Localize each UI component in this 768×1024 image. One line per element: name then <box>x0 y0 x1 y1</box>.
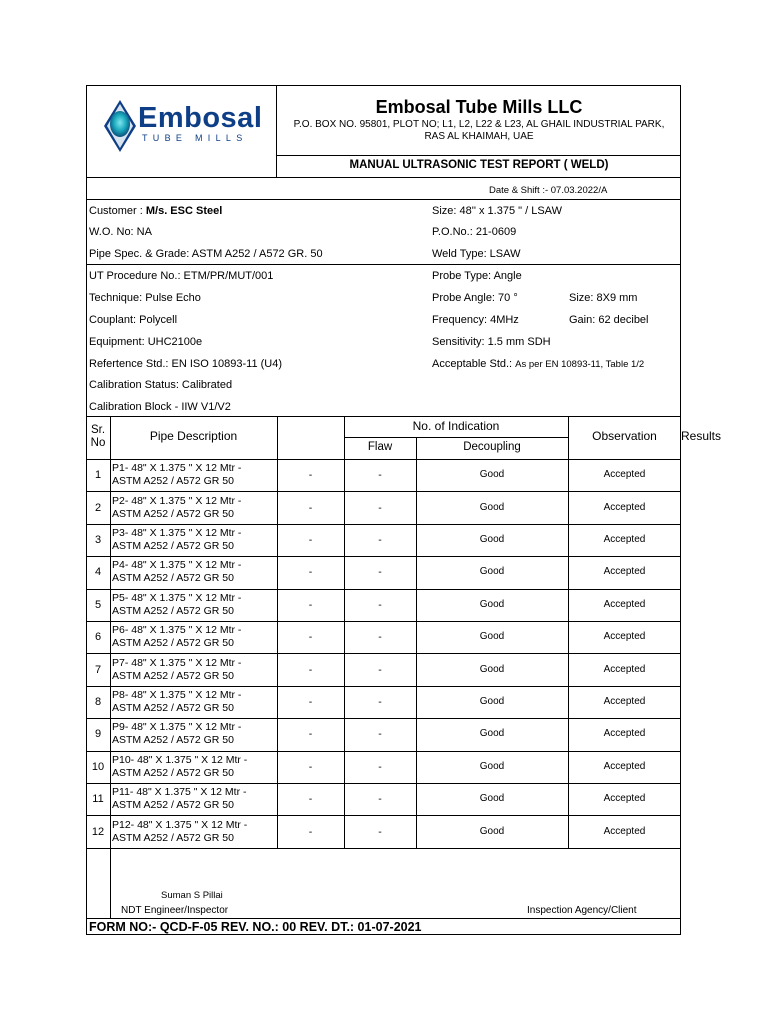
row-flaw: - <box>308 534 313 546</box>
row-sr-number: 8 <box>94 696 102 708</box>
header-sr: Sr. <box>90 424 106 436</box>
row-observation: Good <box>479 534 505 545</box>
probe-size-field: Size: 8X9 mm <box>569 292 638 304</box>
row-sr-number: 2 <box>94 501 102 514</box>
row-observation: Good <box>479 566 505 578</box>
row-result: Accepted <box>603 534 646 545</box>
row-pipe-description-line2: ASTM A252 / A572 GR 50 <box>112 604 234 617</box>
company-address-line2: RAS AL KHAIMAH, UAE <box>424 131 534 142</box>
form-number-footer: FORM NO:- QCD-F-05 REV. NO.: 00 REV. DT.: 01-07-2021 <box>89 920 422 934</box>
row-pipe-description-line1: P1- 48" X 1.375 " X 12 Mtr - <box>112 462 242 475</box>
row-result: Accepted <box>603 598 646 610</box>
row-observation: Good <box>479 760 505 772</box>
row-sr-number: 12 <box>91 825 105 838</box>
header-observation: Observation <box>592 429 657 443</box>
table-row-line <box>86 848 681 849</box>
row-flaw: - <box>308 501 313 514</box>
row-pipe-description-line1: P4- 48" X 1.375 " X 12 Mtr - <box>112 559 242 572</box>
row-sr-number: 10 <box>91 760 105 773</box>
table-row-line <box>86 589 681 590</box>
row-observation: Good <box>479 631 505 643</box>
customer-label: Customer : <box>89 205 143 217</box>
row-decoupling: - <box>378 760 382 773</box>
row-result: Accepted <box>603 501 646 513</box>
inspector-title: NDT Engineer/Inspector <box>121 905 229 916</box>
frequency-field: Frequency: 4MHz <box>432 314 519 326</box>
header-flaw: Flaw <box>367 441 393 453</box>
row-flaw: - <box>308 760 313 773</box>
row-pipe-description-line2: ASTM A252 / A572 GR 50 <box>112 831 234 844</box>
row-pipe-description-line2: ASTM A252 / A572 GR 50 <box>112 540 234 552</box>
row-decoupling: - <box>378 825 382 838</box>
row-decoupling: - <box>378 534 382 546</box>
row-pipe-description-line1: P9- 48" X 1.375 " X 12 Mtr - <box>112 721 242 734</box>
row-result: Accepted <box>603 760 646 772</box>
info-section-line <box>86 264 681 265</box>
wo-field: W.O. No: NA <box>89 226 152 238</box>
row-result: Accepted <box>603 663 646 675</box>
probe-angle-field: Probe Angle: 70 ° <box>432 292 518 304</box>
row-decoupling: - <box>378 566 382 579</box>
row-result: Accepted <box>603 825 646 837</box>
row-flaw: - <box>308 566 313 579</box>
row-pipe-description-line2: ASTM A252 / A572 GR 50 <box>112 669 234 682</box>
row-pipe-description-line2: ASTM A252 / A572 GR 50 <box>112 734 234 747</box>
row-decoupling: - <box>378 728 382 741</box>
row-pipe-description-line2: ASTM A252 / A572 GR 50 <box>112 799 234 812</box>
ut-procedure-field: UT Procedure No.: ETM/PR/MUT/001 <box>89 270 274 282</box>
row-flaw: - <box>308 728 313 741</box>
header-no-of-indication: No. of Indication <box>412 419 500 433</box>
table-row-line <box>86 556 681 557</box>
row-sr-number: 1 <box>94 469 102 482</box>
row-pipe-description-line1: P5- 48" X 1.375 " X 12 Mtr - <box>112 591 242 604</box>
row-decoupling: - <box>378 598 382 611</box>
table-row-line <box>86 621 681 622</box>
row-observation: Good <box>479 663 505 675</box>
row-pipe-description-line1: P3- 48" X 1.375 " X 12 Mtr - <box>112 527 242 539</box>
row-flaw: - <box>308 469 313 482</box>
table-header-bottom-line <box>86 459 681 460</box>
row-observation: Good <box>479 793 505 805</box>
logo-diamond-icon <box>100 96 140 156</box>
acceptable-std-value: As per EN 10893-11, Table 1/2 <box>515 359 645 370</box>
indication-sub-line <box>344 437 568 438</box>
row-flaw: - <box>308 598 313 611</box>
header-pipe-description: Pipe Description <box>149 429 238 443</box>
row-flaw: - <box>308 696 313 708</box>
row-result: Accepted <box>603 566 646 578</box>
row-pipe-description-line2: ASTM A252 / A572 GR 50 <box>112 766 234 779</box>
row-sr-number: 4 <box>94 566 102 579</box>
table-row-line <box>86 718 681 719</box>
row-flaw: - <box>308 793 313 806</box>
table-row-line <box>86 653 681 654</box>
footer-line <box>86 918 681 919</box>
table-row-line <box>86 524 681 525</box>
row-result: Accepted <box>603 696 646 707</box>
sensitivity-field: Sensitivity: 1.5 mm SDH <box>432 336 551 348</box>
row-observation: Good <box>479 501 505 513</box>
row-flaw: - <box>308 663 313 676</box>
row-result: Accepted <box>603 631 646 643</box>
company-name: Embosal Tube Mills LLC <box>375 97 583 117</box>
equipment-field: Equipment: UHC2100e <box>89 336 203 348</box>
title-top-line <box>276 155 681 156</box>
acceptable-std-field <box>432 358 644 371</box>
couplant-field: Couplant: Polycell <box>89 314 178 326</box>
table-row-line <box>86 751 681 752</box>
company-address-line1: P.O. BOX NO. 95801, PLOT NO; L1, L2, L22 & L23, AL GHAIL INDUSTRIAL PARK, <box>293 119 665 130</box>
row-pipe-description-line2: ASTM A252 / A572 GR 50 <box>112 702 234 714</box>
row-sr-number: 6 <box>94 631 102 644</box>
row-pipe-description-line2: ASTM A252 / A572 GR 50 <box>112 572 234 585</box>
row-result: Accepted <box>603 728 646 740</box>
row-observation: Good <box>479 598 505 610</box>
row-observation: Good <box>479 469 505 481</box>
row-decoupling: - <box>378 663 382 676</box>
inspection-agency: Inspection Agency/Client <box>527 905 637 916</box>
row-decoupling: - <box>378 469 382 482</box>
row-pipe-description-line2: ASTM A252 / A572 GR 50 <box>112 507 234 520</box>
table-row-line <box>86 491 681 492</box>
calibration-block-field: Calibration Block - IIW V1/V2 <box>89 401 231 413</box>
row-observation: Good <box>479 696 505 707</box>
row-pipe-description-line1: P7- 48" X 1.375 " X 12 Mtr - <box>112 656 242 669</box>
row-pipe-description-line1: P2- 48" X 1.375 " X 12 Mtr - <box>112 494 242 507</box>
row-decoupling: - <box>378 793 382 806</box>
row-sr-number: 5 <box>94 598 102 611</box>
row-sr-number: 11 <box>92 793 104 806</box>
row-decoupling: - <box>378 631 382 644</box>
row-observation: Good <box>479 825 505 837</box>
size-field: Size: 48'' x 1.375 " / LSAW <box>432 205 562 217</box>
date-bottom-line <box>86 199 681 200</box>
customer-value: M/s. ESC Steel <box>145 205 223 217</box>
row-observation: Good <box>479 728 505 740</box>
row-result: Accepted <box>603 793 646 805</box>
row-pipe-description-line1: P12- 48" X 1.375 " X 12 Mtr - <box>112 818 248 831</box>
row-decoupling: - <box>378 501 382 514</box>
acceptable-std-label: Acceptable Std.: <box>432 358 513 370</box>
row-pipe-description-line1: P6- 48" X 1.375 " X 12 Mtr - <box>112 624 242 637</box>
table-column-line <box>110 416 111 848</box>
po-field: P.O.No.: 21-0609 <box>432 226 517 238</box>
table-row-line <box>86 686 681 687</box>
row-flaw: - <box>308 825 313 838</box>
report-title: MANUAL ULTRASONIC TEST REPORT ( WELD) <box>349 159 609 171</box>
logo-wordmark: Embosal <box>138 102 263 134</box>
header-no: No <box>90 437 106 449</box>
row-pipe-description-line2: ASTM A252 / A572 GR 50 <box>112 637 234 650</box>
row-pipe-description-line1: P8- 48" X 1.375 " X 12 Mtr - <box>112 689 242 701</box>
row-sr-number: 9 <box>94 728 102 741</box>
row-sr-number: 7 <box>94 663 102 676</box>
table-row-line <box>86 815 681 816</box>
title-bottom-line <box>86 177 681 178</box>
header-decoupling: Decoupling <box>463 441 521 453</box>
row-sr-number: 3 <box>94 534 102 546</box>
row-result: Accepted <box>603 469 646 481</box>
row-pipe-description-line1: P11- 48" X 1.375 " X 12 Mtr - <box>112 786 247 799</box>
calibration-status-field: Calibration Status: Calibrated <box>89 379 233 391</box>
reference-std-field: Refertence Std.: EN ISO 10893-11 (U4) <box>89 358 282 370</box>
company-logo <box>100 96 263 156</box>
inspector-name: Suman S Pillai <box>161 890 223 901</box>
table-row-line <box>86 783 681 784</box>
pipe-spec-field: Pipe Spec. & Grade: ASTM A252 / A572 GR. 50 <box>89 248 323 260</box>
logo-subtitle: TUBE MILLS <box>142 133 248 143</box>
signature-area-left-line <box>110 848 111 918</box>
technique-field: Technique: Pulse Echo <box>89 292 201 304</box>
row-flaw: - <box>308 631 313 644</box>
row-pipe-description-line2: ASTM A252 / A572 GR 50 <box>112 475 234 488</box>
row-pipe-description-line1: P10- 48" X 1.375 " X 12 Mtr - <box>112 753 248 766</box>
date-shift: Date & Shift :- 07.03.2022/A <box>489 185 608 196</box>
weld-type-field: Weld Type: LSAW <box>432 248 521 260</box>
customer-field <box>89 205 222 218</box>
table-top-line <box>86 416 681 417</box>
gain-field: Gain: 62 decibel <box>569 314 649 326</box>
row-decoupling: - <box>378 696 382 708</box>
probe-type-field: Probe Type: Angle <box>432 270 522 282</box>
